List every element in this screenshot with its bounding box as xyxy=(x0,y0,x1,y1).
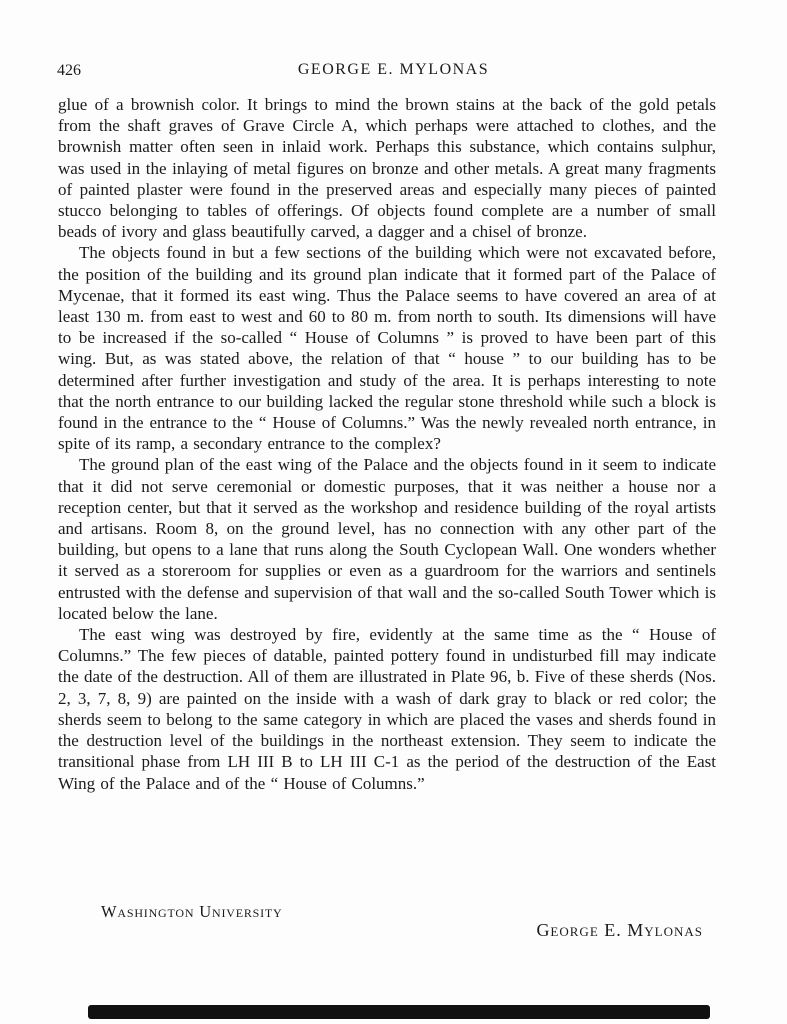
paragraph-3: The ground plan of the east wing of the Palace and the objects found in it seem to indicate that it did not serve ceremonial or domestic purposes, that it was neither a house nor a reception center, but that it served as the workshop and residence building of the royal artists and artisans. Room 8, on the ground level, has no connection with any other part of the building, but opens to a lane that runs along the South Cyclopean Wall. One wonders whether it served as a storeroom for supplies or even as a guardroom for the warriors and sentinels entrusted with the defense and supervision of that wall and the so-called South Tower which is located below the lane. xyxy=(58,455,716,623)
paragraph-2: The objects found in but a few sections of the building which were not excavated before, the position of the building and its ground plan indicate that it formed part of the Palace of Mycenae, that it formed its east wing. Thus the Palace seems to have covered an area of at least 130 m. from east to west and 60 to 80 m. from north to south. Its dimensions will have to be increased if the so-called “ House of Columns ” is proved to have been part of this wing. But, as was stated above, the relation of that “ house ” to our building has to be determined after further investigation and study of the area. It is perhaps interesting to note that the north entrance to our building lacked the regular stone threshold while such a block is found in the entrance to the “ House of Columns.” Was the newly revealed north entrance, in spite of its ramp, a secondary entrance to the complex? xyxy=(58,243,716,454)
running-title: GEORGE E. MYLONAS xyxy=(297,61,490,78)
paragraph-4: The east wing was destroyed by fire, evidently at the same time as the “ House of Columns.” The few pieces of datable, painted pottery found in undisturbed fill may indicate the date of the destruction. All of them are illustrated in Plate 96, b. Five of these sherds (Nos. 2, 3, 7, 8, 9) are painted on the inside with a wash of dark gray to black or red color; the sherds seem to belong to the same category in which are placed the vases and sherds found in the destruction level of the buildings in the northeast extension. They seem to indicate the transitional phase from LH III B to LH III C-1 as the period of the destruction of the East Wing of the Palace and of the “ House of Columns.” xyxy=(58,625,716,793)
author-signature: George E. Mylonas xyxy=(536,920,703,940)
paragraph-1: glue of a brownish color. It brings to mind the brown stains at the back of the gold petals from the shaft graves of Grave Circle A, which perhaps were attached to clothes, and the brownish matter often seen in inlaid work. Perhaps this substance, which contains sulphur, was used in the inlaying of metal figures on bronze and other metals. A great many fragments of painted plaster were found in the preserved areas and especially many pieces of painted stucco belonging to tables of offerings. Of objects found complete are a number of small beads of ivory and glass beautifully carved, a dagger and a chisel of bronze. xyxy=(58,95,716,242)
author-affiliation: Washington University xyxy=(101,902,283,921)
page-number: 426 xyxy=(57,62,81,79)
scan-edge-artifact xyxy=(88,1005,710,1019)
running-head xyxy=(0,61,787,79)
article-body xyxy=(58,94,716,794)
